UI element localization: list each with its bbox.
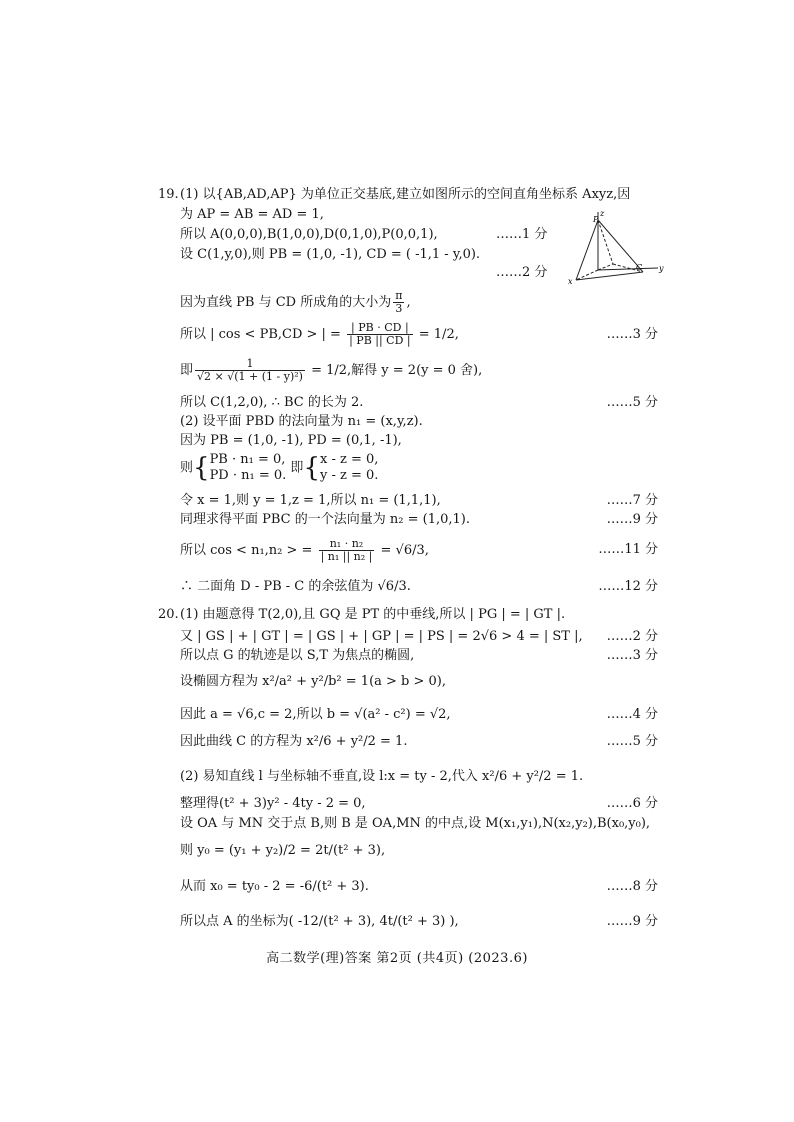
q20-line-12: 所以点 A 的坐标为( -12/(t² + 3), 4t/(t² + 3) ), xyxy=(180,914,459,929)
q19-line-1: (1) 以{AB,AD,AP} 为单位正交基底,建立如图所示的空间直角坐标系 Axyz,因 xyxy=(180,187,631,202)
q20-line-11: 从而 x₀ = ty₀ - 2 = -6/(t² + 3). xyxy=(180,879,369,894)
q19-point-5: ……5 分 xyxy=(606,395,658,410)
q20-line-8: 整理得(t² + 3)y² - 4ty - 2 = 0, xyxy=(180,796,366,811)
q19-line-5: 因为直线 PB 与 CD 所成角的大小为 $\frac{\pi}{3}$ , xyxy=(180,289,411,315)
system-1-eq1: PB · n₁ = 0, xyxy=(209,452,286,467)
q19-number: 19. xyxy=(158,187,179,202)
q19-line-6-result: = 1/2, xyxy=(418,327,459,342)
q19-line-13: 同理求得平面 PBC 的一个法向量为 n₂ = (1,0,1). xyxy=(180,512,470,527)
q19-point-2: ……2 分 xyxy=(496,265,548,280)
fig-label-y: y xyxy=(659,264,664,273)
q19-line-6 xyxy=(180,322,459,347)
q20-point-8: ……8 分 xyxy=(606,879,658,894)
frac-num: | PB · CD | xyxy=(347,322,413,335)
frac-num: n₁ · n₂ xyxy=(319,538,375,551)
system-1 xyxy=(210,452,287,484)
pyramid-figure xyxy=(558,208,668,290)
q19-line-14-text: 所以 cos < n₁,n₂ > = xyxy=(180,543,313,558)
q20-line-5: 因此 a = √6,c = 2,所以 b = √(a² - c²) = √2, xyxy=(180,707,451,722)
q20-line-1: (1) 由题意得 T(2,0),且 GQ 是 PT 的中垂线,所以 | PG | = | GT |. xyxy=(180,607,566,622)
system-2-eq1: x - z = 0, xyxy=(319,452,379,467)
frac-num: π xyxy=(395,289,403,302)
q19-line-2: 为 AP = AB = AD = 1, xyxy=(180,207,324,222)
frac-den: | PB || CD | xyxy=(349,334,411,347)
q19-line-5-text: 因为直线 PB 与 CD 所成角的大小为 xyxy=(180,295,392,310)
q20-line-9: 设 OA 与 MN 交于点 B,则 B 是 OA,MN 的中点,设 M(x₁,y₁),N(x₂,y₂),B(x₀,y₀), xyxy=(180,816,651,831)
fig-label-p: P xyxy=(593,215,599,224)
q20-point-2: ……2 分 xyxy=(606,629,658,644)
q19-line-11 xyxy=(180,452,378,484)
q19-line-7-result: = 1/2,解得 y = 2(y = 0 舍), xyxy=(311,363,483,378)
q19-line-3: 所以 A(0,0,0),B(1,0,0),D(0,1,0),P(0,0,1), xyxy=(180,227,438,242)
q19-line-12: 令 x = 1,则 y = 1,z = 1,所以 n₁ = (1,1,1), xyxy=(180,493,441,508)
q19-line-11-prefix: 则 xyxy=(180,460,194,476)
system-2 xyxy=(320,452,378,484)
q19-line-11-mid: 即 xyxy=(290,460,304,476)
frac-num: 1 xyxy=(195,358,305,371)
q20-point-5: ……5 分 xyxy=(606,734,658,749)
q19-line-6-text: 所以 | cos < PB,CD > | = xyxy=(180,327,341,342)
q19-point-7: ……7 分 xyxy=(606,493,658,508)
q19-line-7-prefix: 即 xyxy=(180,363,194,378)
q19-line-10: 因为 PB = (1,0, -1), PD = (0,1, -1), xyxy=(180,433,402,448)
frac-den: 3 xyxy=(395,302,403,315)
pi-over-3-fraction xyxy=(393,290,404,315)
left-brace: { xyxy=(193,453,210,483)
fig-label-z: z xyxy=(600,209,605,218)
fig-label-x: x xyxy=(568,277,573,286)
q19-line-7 xyxy=(180,358,482,383)
normal-cos-fraction xyxy=(319,538,375,563)
q20-line-2: 又 | GS | + | GT | = | GS | + | GP | = | PS | = 2√6 > 4 = | ST |, xyxy=(180,629,583,644)
q19-point-11: ……11 分 xyxy=(598,542,658,557)
q19-line-4: 设 C(1,y,0),则 PB = (1,0, -1), CD = ( -1,1 - y,0). xyxy=(180,247,481,262)
q19-point-12: ……12 分 xyxy=(598,579,658,594)
frac-den: | n₁ || n₂ | xyxy=(320,550,373,563)
q20-point-4: ……4 分 xyxy=(606,707,658,722)
q19-point-1: ……1 分 xyxy=(496,227,548,242)
q20-line-4: 设椭圆方程为 x²/a² + y²/b² = 1(a > b > 0), xyxy=(180,674,447,689)
system-1-eq2: PD · n₁ = 0. xyxy=(209,468,287,483)
q20-line-3: 所以点 G 的轨迹是以 S,T 为焦点的椭圆, xyxy=(180,648,415,663)
fig-label-c: C xyxy=(636,263,643,272)
q20-line-6: 因此曲线 C 的方程为 x²/6 + y²/2 = 1. xyxy=(180,734,408,749)
q20-point-6: ……6 分 xyxy=(606,796,658,811)
q20-point-3: ……3 分 xyxy=(606,648,658,663)
q20-point-9: ……9 分 xyxy=(606,914,658,929)
q20-line-10: 则 y₀ = (y₁ + y₂)/2 = 2t/(t² + 3), xyxy=(180,843,386,858)
system-2-eq2: y - z = 0. xyxy=(319,468,379,483)
frac-den: √2 × √(1 + (1 - y)²) xyxy=(197,370,303,383)
q19-line-14-result: = √6/3, xyxy=(380,543,429,558)
left-brace: { xyxy=(303,453,320,483)
cos-fraction xyxy=(347,322,413,347)
q19-line-15: ∴ 二面角 D - PB - C 的余弦值为 √6/3. xyxy=(180,579,411,594)
q19-line-9: (2) 设平面 PBD 的法向量为 n₁ = (x,y,z). xyxy=(180,414,423,429)
q20-number: 20. xyxy=(158,607,179,622)
page-footer: 高二数学(理)答案 第2页 (共4页) (2023.6) xyxy=(266,951,528,966)
q19-line-8: 所以 C(1,2,0), ∴ BC 的长为 2. xyxy=(180,395,364,410)
solve-fraction xyxy=(195,358,305,383)
q19-point-9: ……9 分 xyxy=(606,512,658,527)
q19-line-14 xyxy=(180,538,429,563)
q19-point-3: ……3 分 xyxy=(606,327,658,342)
q20-line-7: (2) 易知直线 l 与坐标轴不垂直,设 l:x = ty - 2,代入 x²/6 + y²/2 = 1. xyxy=(180,769,584,784)
